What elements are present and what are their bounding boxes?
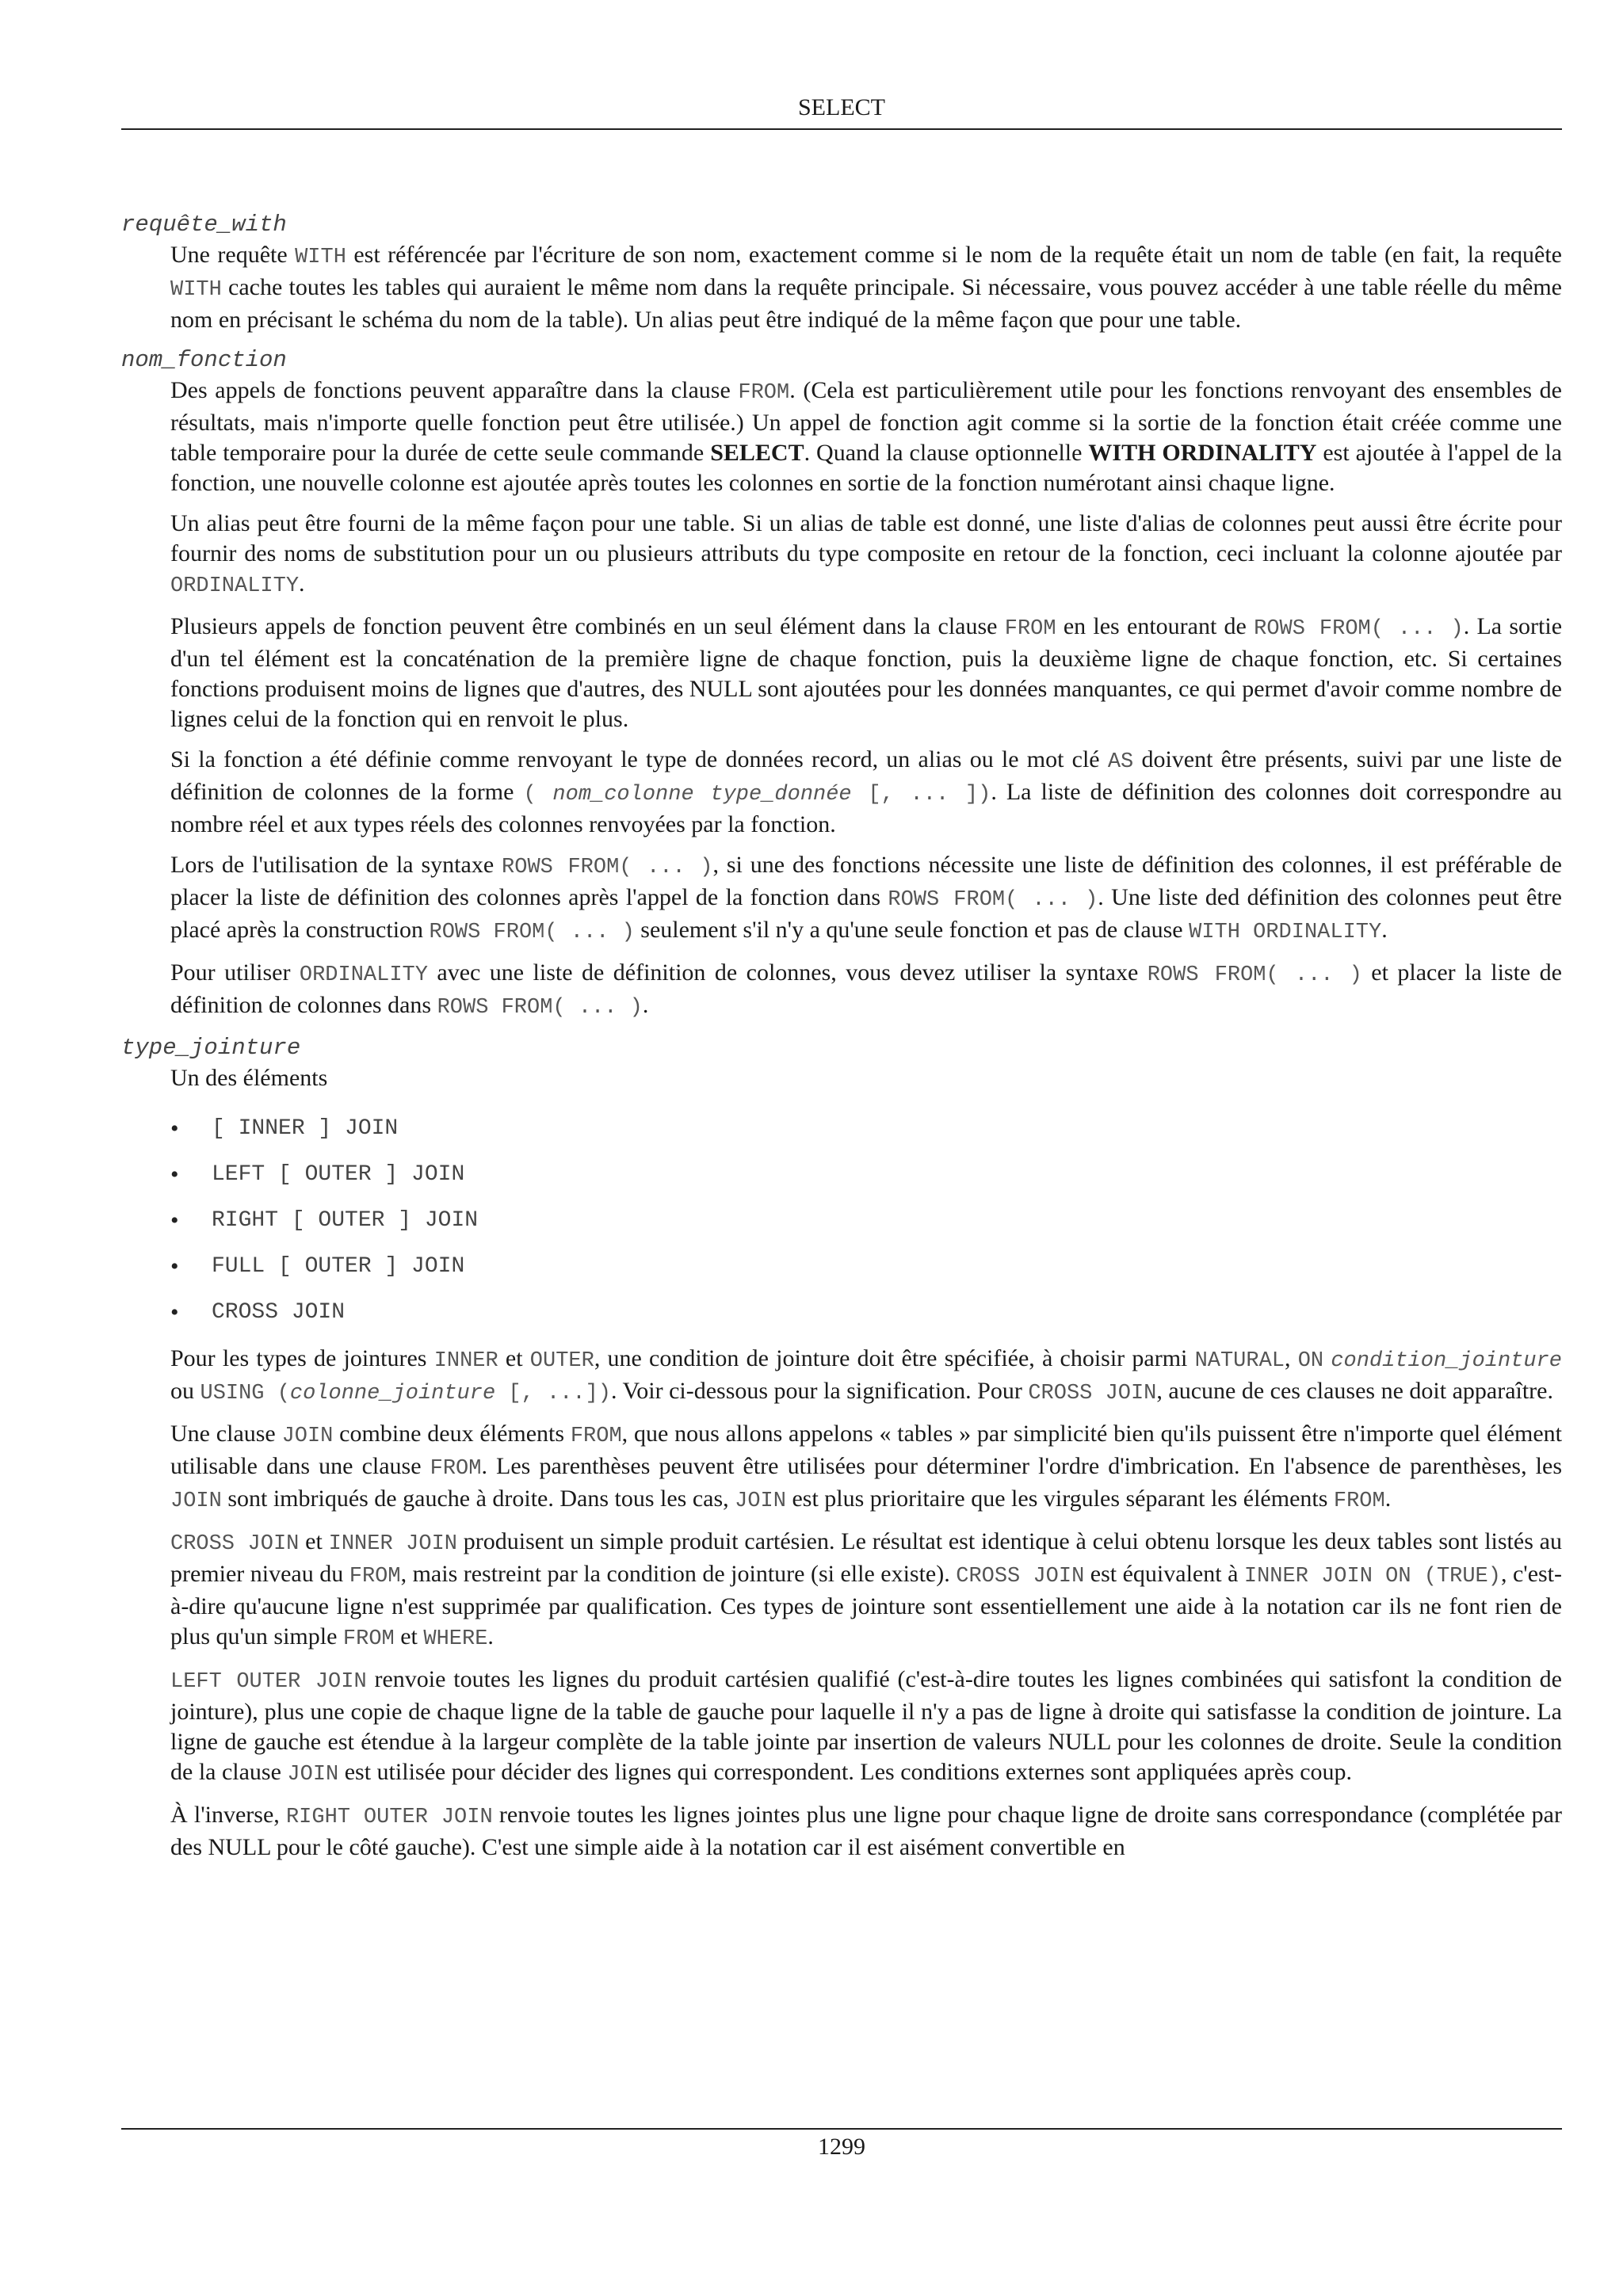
term-nom-fonction: nom_fonction [121, 347, 287, 373]
paragraph: Un des éléments [170, 1065, 328, 1091]
page-content [121, 210, 1562, 1873]
document-page [121, 0, 1562, 2296]
bullet-icon: • [170, 1116, 179, 1142]
paragraph: Si la fonction a été définie comme renvoyant le type de données record, un alias ou le mot clé AS doivent être présents, suivi par une liste de définition de colonnes de la forme ( nom_colonne type_donnée [, ... ]). La liste de définition des colonnes doit correspondre au nombre réel et aux types réels des colonnes renvoyées par la fonction. [170, 746, 1563, 837]
paragraph: Pour les types de jointures INNER et OUTER, une condition de jointure doit être spécifiée, à choisir parmi NATURAL, ON condition_jointure ou USING (colonne_jointure [, ...]). Voir ci-dessous pour la signification. Pour CROSS JOIN, aucune de ces clauses ne doit apparaître. [170, 1345, 1562, 1405]
page-number: 1299 [818, 2134, 865, 2160]
paragraph: Une requête WITH est référencée par l'écriture de son nom, exactement comme si le nom de la requête était un nom de table (en fait, la requête WITH cache toutes les tables qui auraient le même nom dans la requête principale. Si nécessaire, vous pouvez accéder à une table réelle du même nom en précisant le schéma du nom de la table). Un alias peut être indiqué de la même façon que pour une table. [170, 242, 1562, 333]
footer-rule [121, 2128, 1562, 2130]
list-item: • LEFT [ OUTER ] JOIN [170, 1160, 1562, 1190]
definition-type-jointure [170, 1063, 1562, 1863]
paragraph: Une clause JOIN combine deux éléments FROM, que nous allons appelons « tables » par simplicité bien qu'ils puissent être n'importe quel élément utilisable dans une clause FROM. Les parenthèses peuvent être utilisées pour déterminer l'ordre d'imbrication. En l'absence de parenthèses, les JOIN sont imbriqués de gauche à droite. Dans tous les cas, JOIN est plus prioritaire que les virgules séparant les éléments FROM. [170, 1421, 1563, 1513]
definition-requete-with [170, 240, 1562, 335]
term-type-jointure: type_jointure [121, 1035, 301, 1061]
header-rule [121, 128, 1562, 130]
paragraph: Un alias peut être fourni de la même façon pour une table. Si un alias de table est donné, une liste d'alias de colonnes peut aussi être écrite pour fournir des noms de substitution pour un ou plusieurs attributs du type composite en retour de la fonction, ceci incluant la colonne ajoutée par ORDINALITY. [170, 510, 1562, 598]
paragraph: Des appels de fonctions peuvent apparaître dans la clause FROM. (Cela est particulièrement utile pour les fonctions renvoyant des ensembles de résultats, mais n'importe quelle fonction peut être utilisée.) Un appel de fonction agit comme si la sortie de la fonction était créée comme une table temporaire pour la durée de cette seule commande SELECT. Quand la clause optionnelle WITH ORDINALITY est ajoutée à l'appel de la fonction, une nouvelle colonne est ajoutée après toutes les colonnes en sortie de la fonction numérotant ainsi chaque ligne. [170, 377, 1562, 496]
list-item: • [ INNER ] JOIN [170, 1114, 1562, 1144]
bullet-icon: • [170, 1161, 179, 1188]
list-item: • RIGHT [ OUTER ] JOIN [170, 1206, 1562, 1236]
definition-nom-fonction [170, 376, 1562, 1023]
paragraph: Lors de l'utilisation de la syntaxe ROWS FROM( ... ), si une des fonctions nécessite une liste de définition des colonnes, il est préférable de placer la liste de définition des colonnes après l'appel de la fonction dans ROWS FROM( ... ). Une liste ded définition des colonnes peut être placé après la construction ROWS FROM( ... ) seulement s'il n'y a qu'une seule fonction et pas de clause WITH ORDINALITY. [170, 852, 1562, 944]
paragraph: Pour utiliser ORDINALITY avec une liste de définition de colonnes, vous devez utiliser la syntaxe ROWS FROM( ... ) et placer la liste de définition de colonnes dans ROWS FROM( ... ). [170, 959, 1562, 1020]
page-header-title: SELECT [798, 94, 885, 120]
bullet-icon: • [170, 1253, 179, 1280]
bullet-icon: • [170, 1207, 179, 1234]
list-item: • FULL [ OUTER ] JOIN [170, 1252, 1562, 1282]
term-requete-with: requête_with [121, 212, 287, 238]
join-types-list [170, 1114, 1562, 1328]
list-item: • CROSS JOIN [170, 1298, 1562, 1328]
bullet-icon: • [170, 1299, 179, 1325]
paragraph: Plusieurs appels de fonction peuvent être combinés en un seul élément dans la clause FROM en les entourant de ROWS FROM( ... ). La sortie d'un tel élément est la concaténation de la première ligne de chaque fonction, puis la deuxième ligne de chaque fonction, etc. Si certaines fonctions produisent moins de lignes que d'autres, des NULL sont ajoutées pour les données manquantes, ce qui permet d'avoir comme nombre de lignes celui de la fonction qui en renvoit le plus. [170, 613, 1563, 732]
paragraph: LEFT OUTER JOIN renvoie toutes les lignes du produit cartésien qualifié (c'est-à-dire toutes les lignes combinées qui satisfont la condition de jointure), plus une copie de chaque ligne de la table de gauche pour laquelle il n'y a pas de ligne à droite qui satisfasse la condition de jointure. La ligne de gauche est étendue à la largeur complète de la table jointe par insertion de valeurs NULL pour les colonnes de droite. Seule la condition de la clause JOIN est utilisée pour décider des lignes qui correspondent. Les conditions externes sont appliquées après coup. [170, 1666, 1562, 1787]
paragraph: À l'inverse, RIGHT OUTER JOIN renvoie toutes les lignes jointes plus une ligne pour chaque ligne de droite sans correspondance (complétée par des NULL pour le côté gauche). C'est une simple aide à la notation car il est aisément convertible en [170, 1802, 1562, 1860]
paragraph: CROSS JOIN et INNER JOIN produisent un simple produit cartésien. Le résultat est identique à celui obtenu lorsque les deux tables sont listés au premier niveau du FROM, mais restreint par la condition de jointure (si elle existe). CROSS JOIN est équivalent à INNER JOIN ON (TRUE), c'est-à-dire qu'aucune ligne n'est supprimée par qualification. Ces types de jointure sont essentiellement une aide à la notation car ils ne font rien de plus qu'un simple FROM et WHERE. [170, 1528, 1563, 1651]
